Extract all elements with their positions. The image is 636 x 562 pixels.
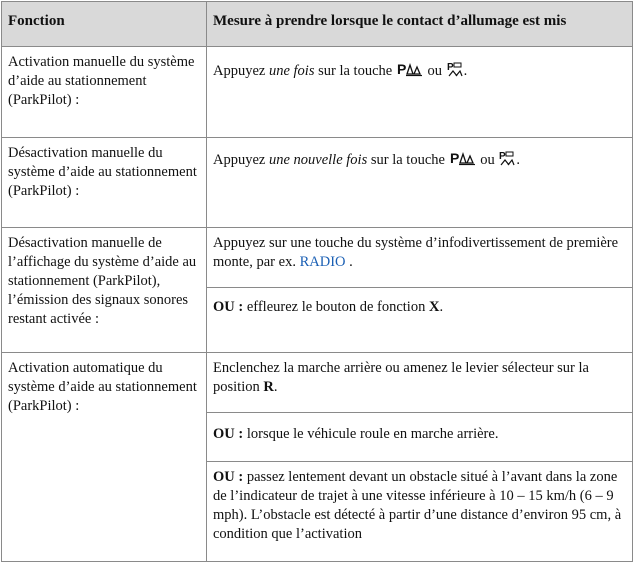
radio-link[interactable]: RADIO [299,254,346,270]
svg-text:P: P [499,151,506,162]
park-pilot-icon [450,150,476,172]
row1-fonction: Activation manuelle du système d’aide au stationnement (ParkPilot) : [1,46,207,138]
park-pilot-icon [397,61,423,83]
row4-fonction: Activation automatique du système d’aide au stationnement (ParkPilot) : [1,352,207,562]
park-assist-icon [499,150,515,172]
row3-mesure-2: OU : effleurez le bouton de fonction X. [206,287,633,353]
svg-text:P: P [446,62,454,73]
row2-fonction: Désactivation manuelle du système d’aide au stationnement (ParkPilot) : [1,137,207,228]
parkpilot-table [1,1,633,561]
row4-mesure-2: OU : lorsque le véhicule roule en marche arrière. [206,412,633,462]
row1-mesure: Appuyez une fois sur la touche P ou P . [206,46,633,138]
svg-text:P: P [396,61,407,77]
header-fonction: Fonction [1,1,207,47]
park-assist-icon [447,61,463,83]
svg-text:P: P [449,150,459,166]
row3-fonction: Désactivation manuelle de l’affichage du système d’aide au stationnement (ParkPilot), l’émission des signaux sonores restant activée : [1,227,207,353]
header-mesure: Mesure à prendre lorsque le contact d’allumage est mis [206,1,633,47]
row4-mesure-3: OU : passez lentement devant un obstacle situé à l’avant dans la zone de l’indicateur de trajet à une vitesse inférieure à 10 – 15 km/h (6 – 9 mph). L’obstacle est détecté à partir d’une distance d’environ 95 cm, à condition que l’activation [206,461,633,562]
row3-mesure-1: Appuyez sur une touche du système d’infodivertissement de première monte, par ex. RADIO . [206,227,633,288]
row4-mesure-1: Enclenchez la marche arrière ou amenez le levier sélecteur sur la position R. [206,352,633,413]
row2-mesure: Appuyez une nouvelle fois sur la touche P ou P . [206,137,633,228]
